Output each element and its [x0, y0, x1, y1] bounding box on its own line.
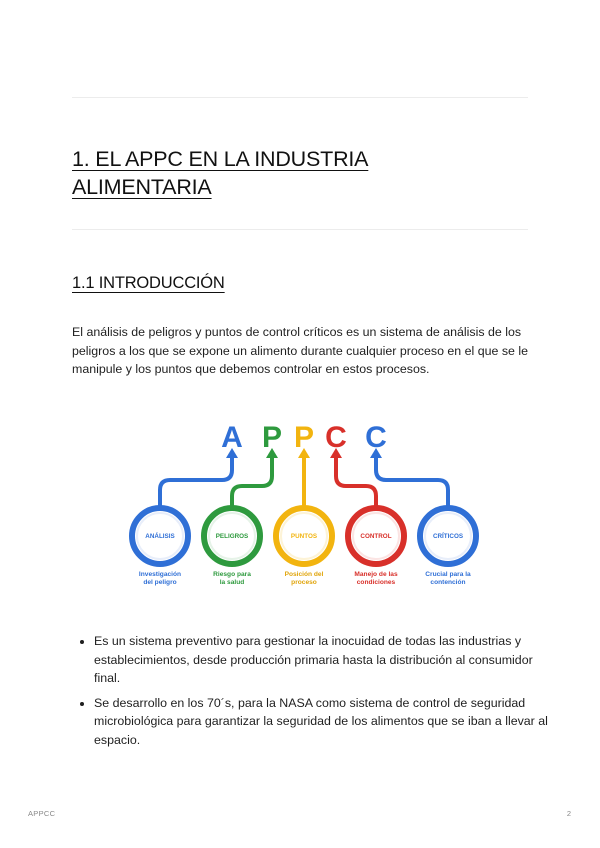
caption-puntos-1: Posición del — [284, 571, 324, 578]
letter-p2: P — [293, 421, 315, 454]
section-title: 1.1 INTRODUCCIÓN — [72, 274, 225, 292]
title-divider — [72, 229, 528, 230]
caption-control-2: condiciones — [356, 579, 396, 586]
letter-p1: P — [261, 421, 283, 454]
footer-doc-name: APPCC — [28, 809, 56, 818]
caption-analisis-1: Investigación — [138, 571, 182, 578]
connector-a — [160, 456, 232, 513]
bullet-item: • Se desarrollo en los 70´s, para la NASA como sistema de control de seguridad microbiológica para garantizar la seguridad de los alimentos que se iban a llevar al espacio. — [94, 694, 554, 750]
intro-paragraph: El análisis de peligros y puntos de control críticos es un sistema de análisis de los peligros a los que se expone un alimento durante cualquier proceso en el que se le manipule y los puntos que debemos controlar en estos procesos. — [72, 325, 529, 376]
label-analisis: ANÁLISIS — [145, 533, 175, 540]
chapter-title — [72, 145, 528, 201]
label-puntos: PUNTOS — [290, 533, 318, 540]
connector-c1 — [336, 456, 376, 513]
label-control: CONTROL — [360, 533, 392, 540]
label-criticos: CRÍTICOS — [432, 533, 464, 540]
caption-criticos-1: Crucial para la — [425, 571, 471, 578]
bullet-list — [72, 632, 554, 755]
label-peligros: PELIGROS — [215, 533, 249, 540]
caption-criticos-2: contención — [430, 579, 466, 586]
connector-p1 — [232, 456, 272, 513]
bullet-item: • Es un sistema preventivo para gestionar la inocuidad de todas las industrias y establecimientos, desde producción primaria hasta la distribución al consumidor final. — [94, 632, 554, 688]
chapter-title-line1: 1. EL APPC EN LA INDUSTRIA — [72, 147, 369, 171]
caption-control-1: Manejo de las — [354, 571, 398, 578]
top-divider — [72, 97, 528, 98]
caption-analisis-2: del peligro — [143, 579, 177, 586]
appcc-infographic — [118, 418, 490, 593]
letter-a: A — [221, 421, 243, 454]
chapter-title-line2: ALIMENTARIA — [72, 175, 212, 199]
caption-peligros-2: la salud — [219, 579, 245, 586]
caption-peligros-1: Riesgo para — [213, 571, 251, 578]
connector-c2 — [376, 456, 448, 513]
letter-c1: C — [325, 421, 347, 454]
footer-page-number: 2 — [566, 809, 571, 818]
caption-puntos-2: proceso — [291, 579, 317, 586]
letter-c2: C — [365, 421, 387, 454]
